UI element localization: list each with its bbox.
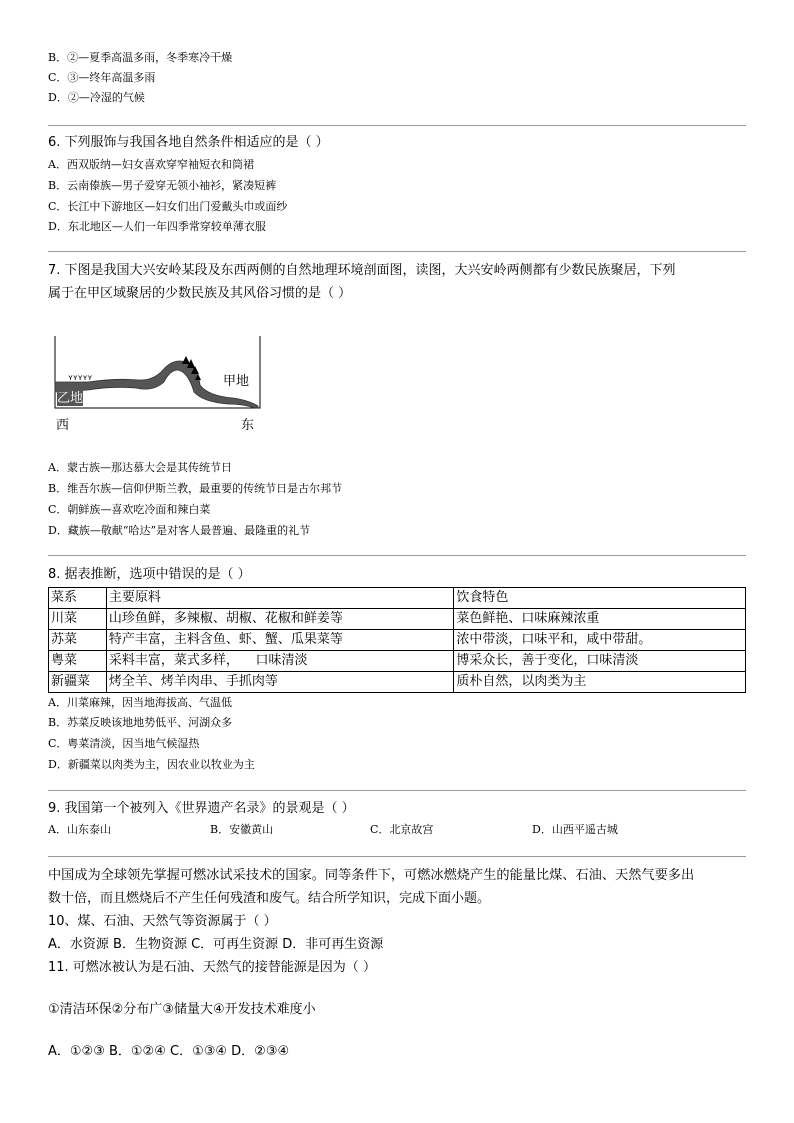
table-cell: 川菜 xyxy=(49,609,107,630)
table-cell: 菜色鲜艳、口味麻辣浓重 xyxy=(454,609,746,630)
separator xyxy=(48,790,746,791)
q6-stem: 6. 下列服饰与我国各地自然条件相适应的是（ ） xyxy=(48,135,329,150)
label-west: 西 xyxy=(56,418,70,433)
label-east: 东 xyxy=(241,418,255,433)
table-row xyxy=(49,609,746,630)
q5-option-d: D．②—冷湿的气候 xyxy=(48,91,145,104)
cuisine-table xyxy=(48,587,746,693)
q9-option-b: B．安徽黄山 xyxy=(210,823,274,836)
q8-option-d: D．新疆菜以肉类为主，因农业以牧业为主 xyxy=(48,758,255,771)
label-jia: 甲地 xyxy=(223,374,250,389)
separator xyxy=(48,125,746,126)
q11-options: A．①②③ B．①②④ C．①③④ D．②③④ xyxy=(48,1044,290,1059)
q7-stem-line1: 7. 下图是我国大兴安岭某段及东西两侧的自然地理环境剖面图，读图，大兴安岭两侧都有少数民族聚居，下列 xyxy=(48,263,676,278)
q7-stem-line2: 属于在甲区域聚居的少数民族及其风俗习惯的是（ ） xyxy=(48,286,352,301)
q9-option-c: C．北京故宫 xyxy=(370,823,434,836)
table-row xyxy=(49,630,746,651)
table-cell: 新疆菜 xyxy=(49,672,107,693)
q5-option-b: B．②—夏季高温多雨，冬季寒冷干燥 xyxy=(48,51,233,64)
q5-option-c: C．③—终年高温多雨 xyxy=(48,71,156,84)
table-header: 菜系 xyxy=(49,588,107,609)
passage-line2: 数十倍，而且燃烧后不产生任何残渣和废气。结合所学知识，完成下面小题。 xyxy=(48,891,491,906)
table-cell: 博采众长，善于变化，口味清淡 xyxy=(454,651,746,672)
q11-items: ①清洁环保②分布广③储量大④开发技术难度小 xyxy=(48,1002,316,1017)
table-cell: 苏菜 xyxy=(49,630,107,651)
q7-option-d: D．藏族—敬献“哈达”是对客人最普遍、最隆重的礼节 xyxy=(48,524,311,537)
q10-options: A．水资源 B．生物资源 C．可再生资源 D．非可再生资源 xyxy=(48,937,384,952)
table-cell: 粤菜 xyxy=(49,651,107,672)
table-header: 饮食特色 xyxy=(454,588,746,609)
table-cell: 特产丰富，主料含鱼、虾、蟹、瓜果菜等 xyxy=(106,630,453,651)
table-header-row xyxy=(49,588,746,609)
table-cell: 采料丰富，菜式多样， 口味清淡 xyxy=(106,651,453,672)
label-yi: 乙地 xyxy=(57,387,83,406)
q9-stem: 9. 我国第一个被列入《世界遗产名录》的景观是（ ） xyxy=(48,801,355,816)
terrain-profile-figure xyxy=(48,330,278,435)
q11-stem: 11. 可燃冰被认为是石油、天然气的接替能源是因为（ ） xyxy=(48,960,376,975)
table-cell: 质朴自然，以肉类为主 xyxy=(454,672,746,693)
q6-option-b: B．云南傣族—男子爱穿无领小袖衫，紧凑短裤 xyxy=(48,179,277,192)
q8-option-b: B．苏菜反映该地地势低平、河湖众多 xyxy=(48,716,233,729)
passage-line1: 中国成为全球领先掌握可燃冰试采技术的国家。同等条件下，可燃冰燃烧产生的能量比煤、石油、天然气要多出 xyxy=(48,868,695,883)
table-row xyxy=(49,672,746,693)
q7-option-b: B．维吾尔族—信仰伊斯兰教，最重要的传统节日是古尔邦节 xyxy=(48,482,343,495)
table-row xyxy=(49,651,746,672)
grass-marks: ʏʏʏʏʏ xyxy=(68,373,93,382)
q10-stem: 10、煤、石油、天然气等资源属于（ ） xyxy=(48,914,277,929)
q8-stem: 8. 据表推断，选项中错误的是（ ） xyxy=(48,567,251,582)
q7-option-c: C．朝鲜族—喜欢吃冷面和辣白菜 xyxy=(48,503,211,516)
separator xyxy=(48,555,746,556)
q9-option-a: A．山东泰山 xyxy=(48,823,111,836)
q6-option-d: D．东北地区—人们一年四季常穿较单薄衣服 xyxy=(48,220,266,233)
separator xyxy=(48,856,746,857)
q8-option-a: A．川菜麻辣，因当地海拔高、气温低 xyxy=(48,696,232,709)
q6-option-a: A．西双版纳—妇女喜欢穿窄袖短衣和筒裙 xyxy=(48,158,254,171)
table-cell: 烤全羊、烤羊肉串、手抓肉等 xyxy=(106,672,453,693)
q8-option-c: C．粤菜清淡，因当地气候湿热 xyxy=(48,737,200,750)
table-cell: 浓中带淡，口味平和，咸中带甜。 xyxy=(454,630,746,651)
separator xyxy=(48,251,746,252)
q7-option-a: A．蒙古族—那达慕大会是其传统节日 xyxy=(48,461,232,474)
table-cell: 山珍鱼鲜，多辣椒、胡椒、花椒和鲜姜等 xyxy=(106,609,453,630)
q6-option-c: C．长江中下游地区—妇女们出门爱戴头巾或面纱 xyxy=(48,200,288,213)
q9-option-d: D．山西平遥古城 xyxy=(532,823,618,836)
table-header: 主要原料 xyxy=(106,588,453,609)
